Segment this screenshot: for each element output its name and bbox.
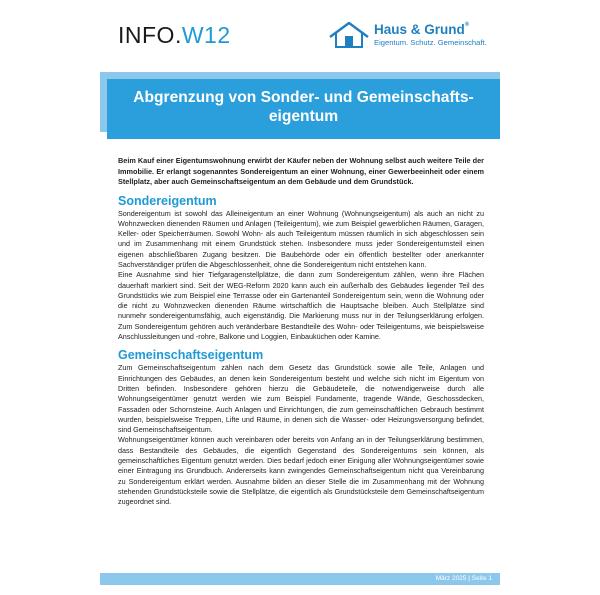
title-banner [107,79,500,139]
logo-name [374,22,469,37]
section-heading-sondereigentum: Sondereigentum [118,193,217,208]
page-number: Seite 1 [471,575,492,582]
house-icon [328,21,372,51]
document-body [118,156,484,508]
page-title-line-2: eigentum [268,108,339,125]
footer-info [436,574,492,584]
logo-tagline: Eigentum. Schutz. Gemeinschaft. [374,38,487,47]
haus-und-grund-logo [328,21,498,51]
page-title-line-1: Abgrenzung von Sonder- und Gemeinschafts- [133,89,474,106]
lead-paragraph: Beim Kauf einer Eigentumswohnung erwirbt der Käufer neben der Wohnung selbst auch weitere Teile der Immobilie. Er erlangt sogenanntes Sondereigentum an einer Wohnung, einer Gewerbeeinheit oder einem Stellplatz, aber auch Gemeinschaftseigentum an dem Gebäude und dem Grundstück. [118,156,484,186]
paragraph: Wohnungseigentümer können auch vereinbaren oder bereits von Anfang an in der Teilungserklärung bestimmen, dass Bestandteile des Gebäudes, die eigentlich Gegenstand des Sondereigentums sein können, als gemeinschaftliches Eigentum genutzt werden. Dies bedarf jedoch einer Einigung aller Wohnungseigentümer sowie einer Eintragung ins Grundbuch. Andererseits kann zwingendes Gemeinschaftseigentum nicht qua Vereinbarung zu Sondereigentum erklärt werden. Ausnahme bilden an dieser Stelle die im Zusammenhang mit der Wohnung stehenden Grundstücksteile sowie die Stellplätze, die eigentlich als Grundstücksteile dem Gemeinschaftseigentum zugeordnet sind. [118,435,484,507]
footer-bar [100,573,500,585]
document-id [118,24,231,47]
footer-separator: | [468,575,470,582]
paragraph: Sondereigentum ist sowohl das Alleineigentum an einer Wohnung (Wohnungseigentum) als auch an nicht zu Wohnzwecken dienenden Räumen und Anlagen (Teileigentum), wie zum Beispiel gewerblichen Räumen, Garagen, Keller- oder Speicherräumen. Sowohl Wohn- als auch Teileigentum müssen räumlich in sich abgeschlossen sein und im Zusammenhang mit einem Grundstück stehen. Insbesondere muss jeder Sondereigentumsteil einen eigenen abschließbaren Zugang besitzen. Die Baubehörde oder ein öffentlich bestellter oder anerkannter Sachverständiger prüfen die Abgeschlossenheit, ohne die Sondereigentum nicht entstehen kann. [118,208,484,269]
document-id-prefix: INFO. [118,22,182,48]
section-heading-gemeinschaftseigentum: Gemeinschaftseigentum [118,348,264,363]
paragraph: Eine Ausnahme sind hier Tiefgaragenstellplätze, die dann zum Sondereigentum zählen, wenn ihre Flächen dauerhaft markiert sind. Seit der WEG-Reform 2020 kann auch ein außerhalb des Gebäudes liegender Teil des Grundstücks wie zum Beispiel eine Terrasse oder ein Gartenanteil Sondereigentum sein, wenn die Wohnung oder die nicht zu Wohnzwecken dienenden Räume wirtschaftlich die Hauptsache bleiben. Auch Stellplätze sind nunmehr sondereigentumsfähig, auch eigenständig. Die Markierung muss nur in der Teilungserklärung erfolgen. Zum Sondereigentum gehören auch veränderbare Bestandteile des Wohn- oder Teileigentums, wie beispielsweise Anschlussleitungen und -rohre, Balkone und Loggien, Einbauküchen oder Kamine. [118,270,484,342]
logo-name-text: Haus & Grund [374,22,465,37]
footer-date: März 2025 [435,575,467,582]
document-id-code: W12 [181,22,231,48]
registered-mark: ® [464,22,470,28]
paragraph: Zum Gemeinschaftseigentum zählen nach dem Gesetz das Grundstück sowie alle Teile, Anlagen und Einrichtungen des Gebäudes, an denen kein Sondereigentum besteht und welche sich nicht im Eigentum von Dritten befinden. Insbesondere gehören hierzu die Gebäudeteile, die notwendigerweise durch alle Wohnungseigentümer genutzt werden wie zum Beispiel Fundamente, tragende Wände, Geschossdecken, Fassaden oder Schornsteine. Auch Anlagen und Einrichtungen, die zum gemeinschaftlichen Gebrauch bestimmt wurden, beispielsweise Treppen, Lifte und Räume, in denen sich die Wasser- oder Heizungsversorgung befindet, sind Gemeinschaftseigentum. [118,363,484,435]
page-title [107,88,500,126]
